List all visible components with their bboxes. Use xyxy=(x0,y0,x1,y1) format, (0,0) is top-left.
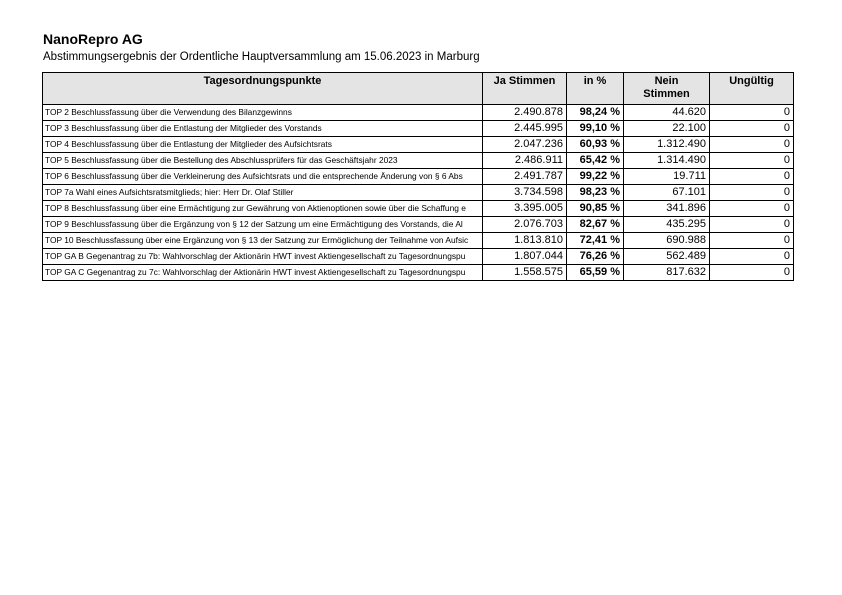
yes-votes: 1.807.044 xyxy=(483,249,567,265)
yes-votes: 2.047.236 xyxy=(483,137,567,153)
yes-percent: 99,10 % xyxy=(567,121,624,137)
no-votes: 22.100 xyxy=(624,121,710,137)
no-votes: 67.101 xyxy=(624,185,710,201)
column-header-no-votes-line2: Stimmen xyxy=(643,88,690,100)
yes-votes: 2.486.911 xyxy=(483,153,567,169)
agenda-item: TOP 5 Beschlussfassung über die Bestellung des Abschlussprüfers für das Geschäftsjahr 2023 xyxy=(43,153,483,169)
agenda-item: TOP 7a Wahl eines Aufsichtsratsmitglieds; hier: Herr Dr. Olaf Stiller xyxy=(43,185,483,201)
column-header-no-votes-line1: Nein xyxy=(654,75,679,87)
invalid-votes: 0 xyxy=(710,233,794,249)
column-header-invalid: Ungültig xyxy=(710,73,794,105)
table-row xyxy=(43,185,794,201)
yes-votes: 1.813.810 xyxy=(483,233,567,249)
table-row xyxy=(43,249,794,265)
yes-percent: 82,67 % xyxy=(567,217,624,233)
yes-percent: 90,85 % xyxy=(567,201,624,217)
agenda-item: TOP 3 Beschlussfassung über die Entlastung der Mitglieder des Vorstands xyxy=(43,121,483,137)
yes-percent: 65,42 % xyxy=(567,153,624,169)
table-row xyxy=(43,153,794,169)
table-row xyxy=(43,201,794,217)
no-votes: 690.988 xyxy=(624,233,710,249)
invalid-votes: 0 xyxy=(710,217,794,233)
yes-percent: 99,22 % xyxy=(567,169,624,185)
no-votes: 19.711 xyxy=(624,169,710,185)
table-row xyxy=(43,217,794,233)
table-row xyxy=(43,233,794,249)
yes-votes: 3.734.598 xyxy=(483,185,567,201)
yes-percent: 60,93 % xyxy=(567,137,624,153)
invalid-votes: 0 xyxy=(710,121,794,137)
no-votes: 1.314.490 xyxy=(624,153,710,169)
invalid-votes: 0 xyxy=(710,185,794,201)
no-votes: 341.896 xyxy=(624,201,710,217)
invalid-votes: 0 xyxy=(710,169,794,185)
company-name: NanoRepro AG xyxy=(43,31,143,47)
no-votes: 44.620 xyxy=(624,105,710,121)
yes-votes: 2.491.787 xyxy=(483,169,567,185)
table-row xyxy=(43,265,794,281)
column-header-no-votes xyxy=(624,73,710,105)
agenda-item: TOP GA B Gegenantrag zu 7b: Wahlvorschlag der Aktionärin HWT invest Aktiengesellschaft zu Tagesordnungspu xyxy=(43,249,483,265)
table-row xyxy=(43,169,794,185)
yes-votes: 1.558.575 xyxy=(483,265,567,281)
agenda-item: TOP 2 Beschlussfassung über die Verwendung des Bilanzgewinns xyxy=(43,105,483,121)
no-votes: 817.632 xyxy=(624,265,710,281)
column-header-agenda: Tagesordnungspunkte xyxy=(43,73,483,105)
table-row xyxy=(43,121,794,137)
agenda-item: TOP 9 Beschlussfassung über die Ergänzung von § 12 der Satzung um eine Ermächtigung des Vorstands, die Al xyxy=(43,217,483,233)
invalid-votes: 0 xyxy=(710,153,794,169)
yes-votes: 2.490.878 xyxy=(483,105,567,121)
yes-percent: 76,26 % xyxy=(567,249,624,265)
yes-votes: 2.445.995 xyxy=(483,121,567,137)
agenda-item: TOP 8 Beschlussfassung über eine Ermächtigung zur Gewährung von Aktienoptionen sowie über die Schaffung e xyxy=(43,201,483,217)
yes-percent: 72,41 % xyxy=(567,233,624,249)
yes-percent: 65,59 % xyxy=(567,265,624,281)
no-votes: 562.489 xyxy=(624,249,710,265)
invalid-votes: 0 xyxy=(710,265,794,281)
column-header-percent: in % xyxy=(567,73,624,105)
no-votes: 435.295 xyxy=(624,217,710,233)
invalid-votes: 0 xyxy=(710,201,794,217)
invalid-votes: 0 xyxy=(710,105,794,121)
document-subtitle: Abstimmungsergebnis der Ordentliche Hauptversammlung am 15.06.2023 in Marburg xyxy=(43,51,480,63)
voting-results-table xyxy=(42,72,794,281)
agenda-item: TOP 10 Beschlussfassung über eine Ergänzung von § 13 der Satzung zur Ermöglichung der Teilnahme von Aufsic xyxy=(43,233,483,249)
table-row xyxy=(43,137,794,153)
yes-percent: 98,23 % xyxy=(567,185,624,201)
table-row xyxy=(43,105,794,121)
agenda-item: TOP 4 Beschlussfassung über die Entlastung der Mitglieder des Aufsichtsrats xyxy=(43,137,483,153)
agenda-item: TOP 6 Beschlussfassung über die Verkleinerung des Aufsichtsrats und die entsprechende Änderung von § 6 Abs xyxy=(43,169,483,185)
invalid-votes: 0 xyxy=(710,137,794,153)
no-votes: 1.312.490 xyxy=(624,137,710,153)
yes-percent: 98,24 % xyxy=(567,105,624,121)
yes-votes: 3.395.005 xyxy=(483,201,567,217)
invalid-votes: 0 xyxy=(710,249,794,265)
agenda-item: TOP GA C Gegenantrag zu 7c: Wahlvorschlag der Aktionärin HWT invest Aktiengesellschaft zu Tagesordnungspu xyxy=(43,265,483,281)
table-header-row xyxy=(43,73,794,105)
column-header-yes-votes: Ja Stimmen xyxy=(483,73,567,105)
yes-votes: 2.076.703 xyxy=(483,217,567,233)
